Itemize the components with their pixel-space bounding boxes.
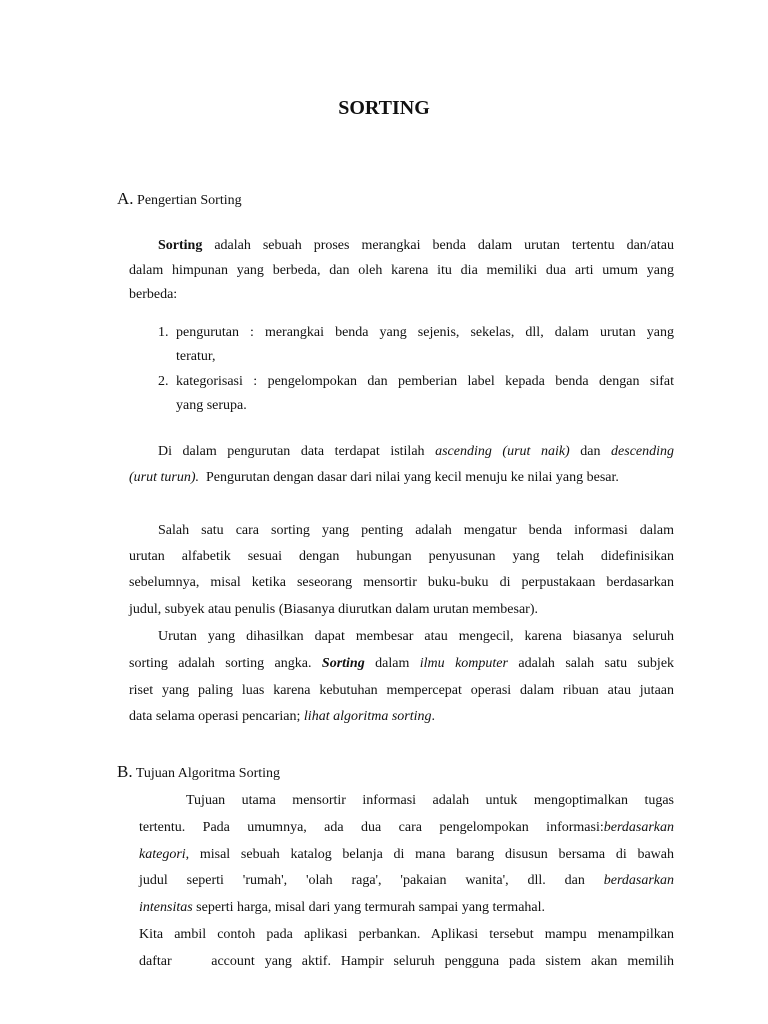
list-item-1-line-1: pengurutan : merangkai benda yang sejenis, sekelas, dll, dalam urutan yang (176, 325, 674, 340)
p2-line-1 (158, 443, 674, 461)
section-b-title: Tujuan Algoritma Sorting (135, 766, 281, 781)
p3-line-3: sebelumnya, misal ketika seseorang mensortir buku-buku di perpustakaan berdasarkan (129, 575, 674, 590)
list-item-2-line-1: kategorisasi : pengelompokan dan pemberian label kepada benda dengan sifat (176, 374, 674, 389)
p2-text-c: Pengurutan dengan dasar dari nilai yang kecil menuju ke nilai yang besar. (206, 470, 619, 485)
p4-period: . (431, 709, 435, 724)
p4-line-1: Urutan yang dihasilkan dapat membesar atau mengecil, karena biasanya seluruh (158, 629, 674, 644)
b-p1-line-4 (139, 872, 674, 890)
b-p1-italic-intensitas: intensitas (139, 900, 193, 915)
b-p1-text-d: seperti harga, misal dari yang termurah sampai yang termahal. (196, 900, 546, 915)
b-p1-italic-kategori: kategori (139, 847, 186, 862)
intro-line-3: berbeda: (129, 287, 178, 302)
intro-bold-term: Sorting (158, 238, 203, 253)
p4-line-2 (129, 655, 674, 673)
p4-italic-link: lihat algoritma sorting (303, 709, 432, 724)
section-b-heading (117, 763, 280, 783)
p3-line-4: judul, subyek atau penulis (Biasanya diurutkan dalam urutan membesar). (129, 602, 539, 617)
p4-text-e: adalah salah satu subjek (518, 656, 675, 671)
p3-line-2: urutan alfabetik sesuai dengan hubungan penyusunan yang telah didefinisikan (129, 549, 674, 564)
p4-bold-sorting: Sorting (321, 656, 365, 671)
document-title: SORTING (338, 97, 430, 119)
p4-italic-ilmu-komputer: ilmu komputer (419, 656, 508, 671)
section-a-letter: A. (117, 189, 134, 208)
list-item-1-line-2: teratur, (176, 349, 216, 364)
p2-line-2 (129, 469, 619, 487)
b-p2-line-2: daftar account yang aktif. Hampir seluruh pengguna pada sistem akan memilih (139, 954, 674, 969)
intro-line-1 (158, 237, 674, 255)
p3-line-1: Salah satu cara sorting yang penting adalah mengatur benda informasi dalam (158, 523, 674, 538)
b-p1-line-2 (139, 819, 674, 837)
p2-text-b: dan (580, 444, 601, 459)
p2-italic-urut-turun: (urut turun). (129, 470, 199, 485)
section-b-letter: B. (117, 762, 133, 781)
b-p1-line-3 (139, 846, 674, 864)
p4-text-c: dalam (375, 656, 410, 671)
p4-text-l4a: data selama operasi pencarian; (129, 709, 301, 724)
list-item-2-line-2: yang serupa. (176, 398, 247, 413)
intro-line-2: dalam himpunan yang berbeda, dan oleh karena itu dia memiliki dua arti umum yang (129, 263, 674, 278)
b-p1-line-1: Tujuan utama mensortir informasi adalah untuk mengoptimalkan tugas (186, 793, 674, 808)
b-p1-italic-berdasarkan-1: berdasarkan (603, 820, 674, 835)
list-number-2: 2. (158, 374, 169, 389)
section-a-title: Pengertian Sorting (137, 193, 242, 208)
p4-text-a: sorting adalah sorting angka. (129, 656, 312, 671)
list-number-1: 1. (158, 325, 169, 340)
b-p1-line-5 (139, 899, 545, 917)
b-p2-line-1: Kita ambil contoh pada aplikasi perbankan. Aplikasi tersebut mampu menampilkan (139, 927, 674, 942)
b-p1-text-b: , misal sebuah katalog belanja di mana barang disusun bersama di bawah (185, 847, 674, 862)
b-p1-text-a: tertentu. Pada umumnya, ada dua cara pengelompokan informasi: (139, 820, 604, 835)
p4-line-4 (129, 708, 435, 726)
p2-text-a: Di dalam pengurutan data terdapat istilah (158, 444, 425, 459)
b-p1-text-c: judul seperti 'rumah', 'olah raga', 'pakaian wanita', dll. dan (139, 873, 585, 888)
section-a-heading (117, 190, 242, 210)
p2-italic-ascending: ascending (urut naik) (435, 444, 570, 459)
b-p1-italic-berdasarkan-2: berdasarkan (603, 873, 674, 888)
p2-italic-descending: descending (611, 444, 675, 459)
p4-line-3: riset yang paling luas karena kebutuhan mempercepat operasi dalam ribuan atau jutaan (129, 683, 674, 698)
intro-text-1: adalah sebuah proses merangkai benda dalam urutan tertentu dan/atau (214, 238, 675, 253)
